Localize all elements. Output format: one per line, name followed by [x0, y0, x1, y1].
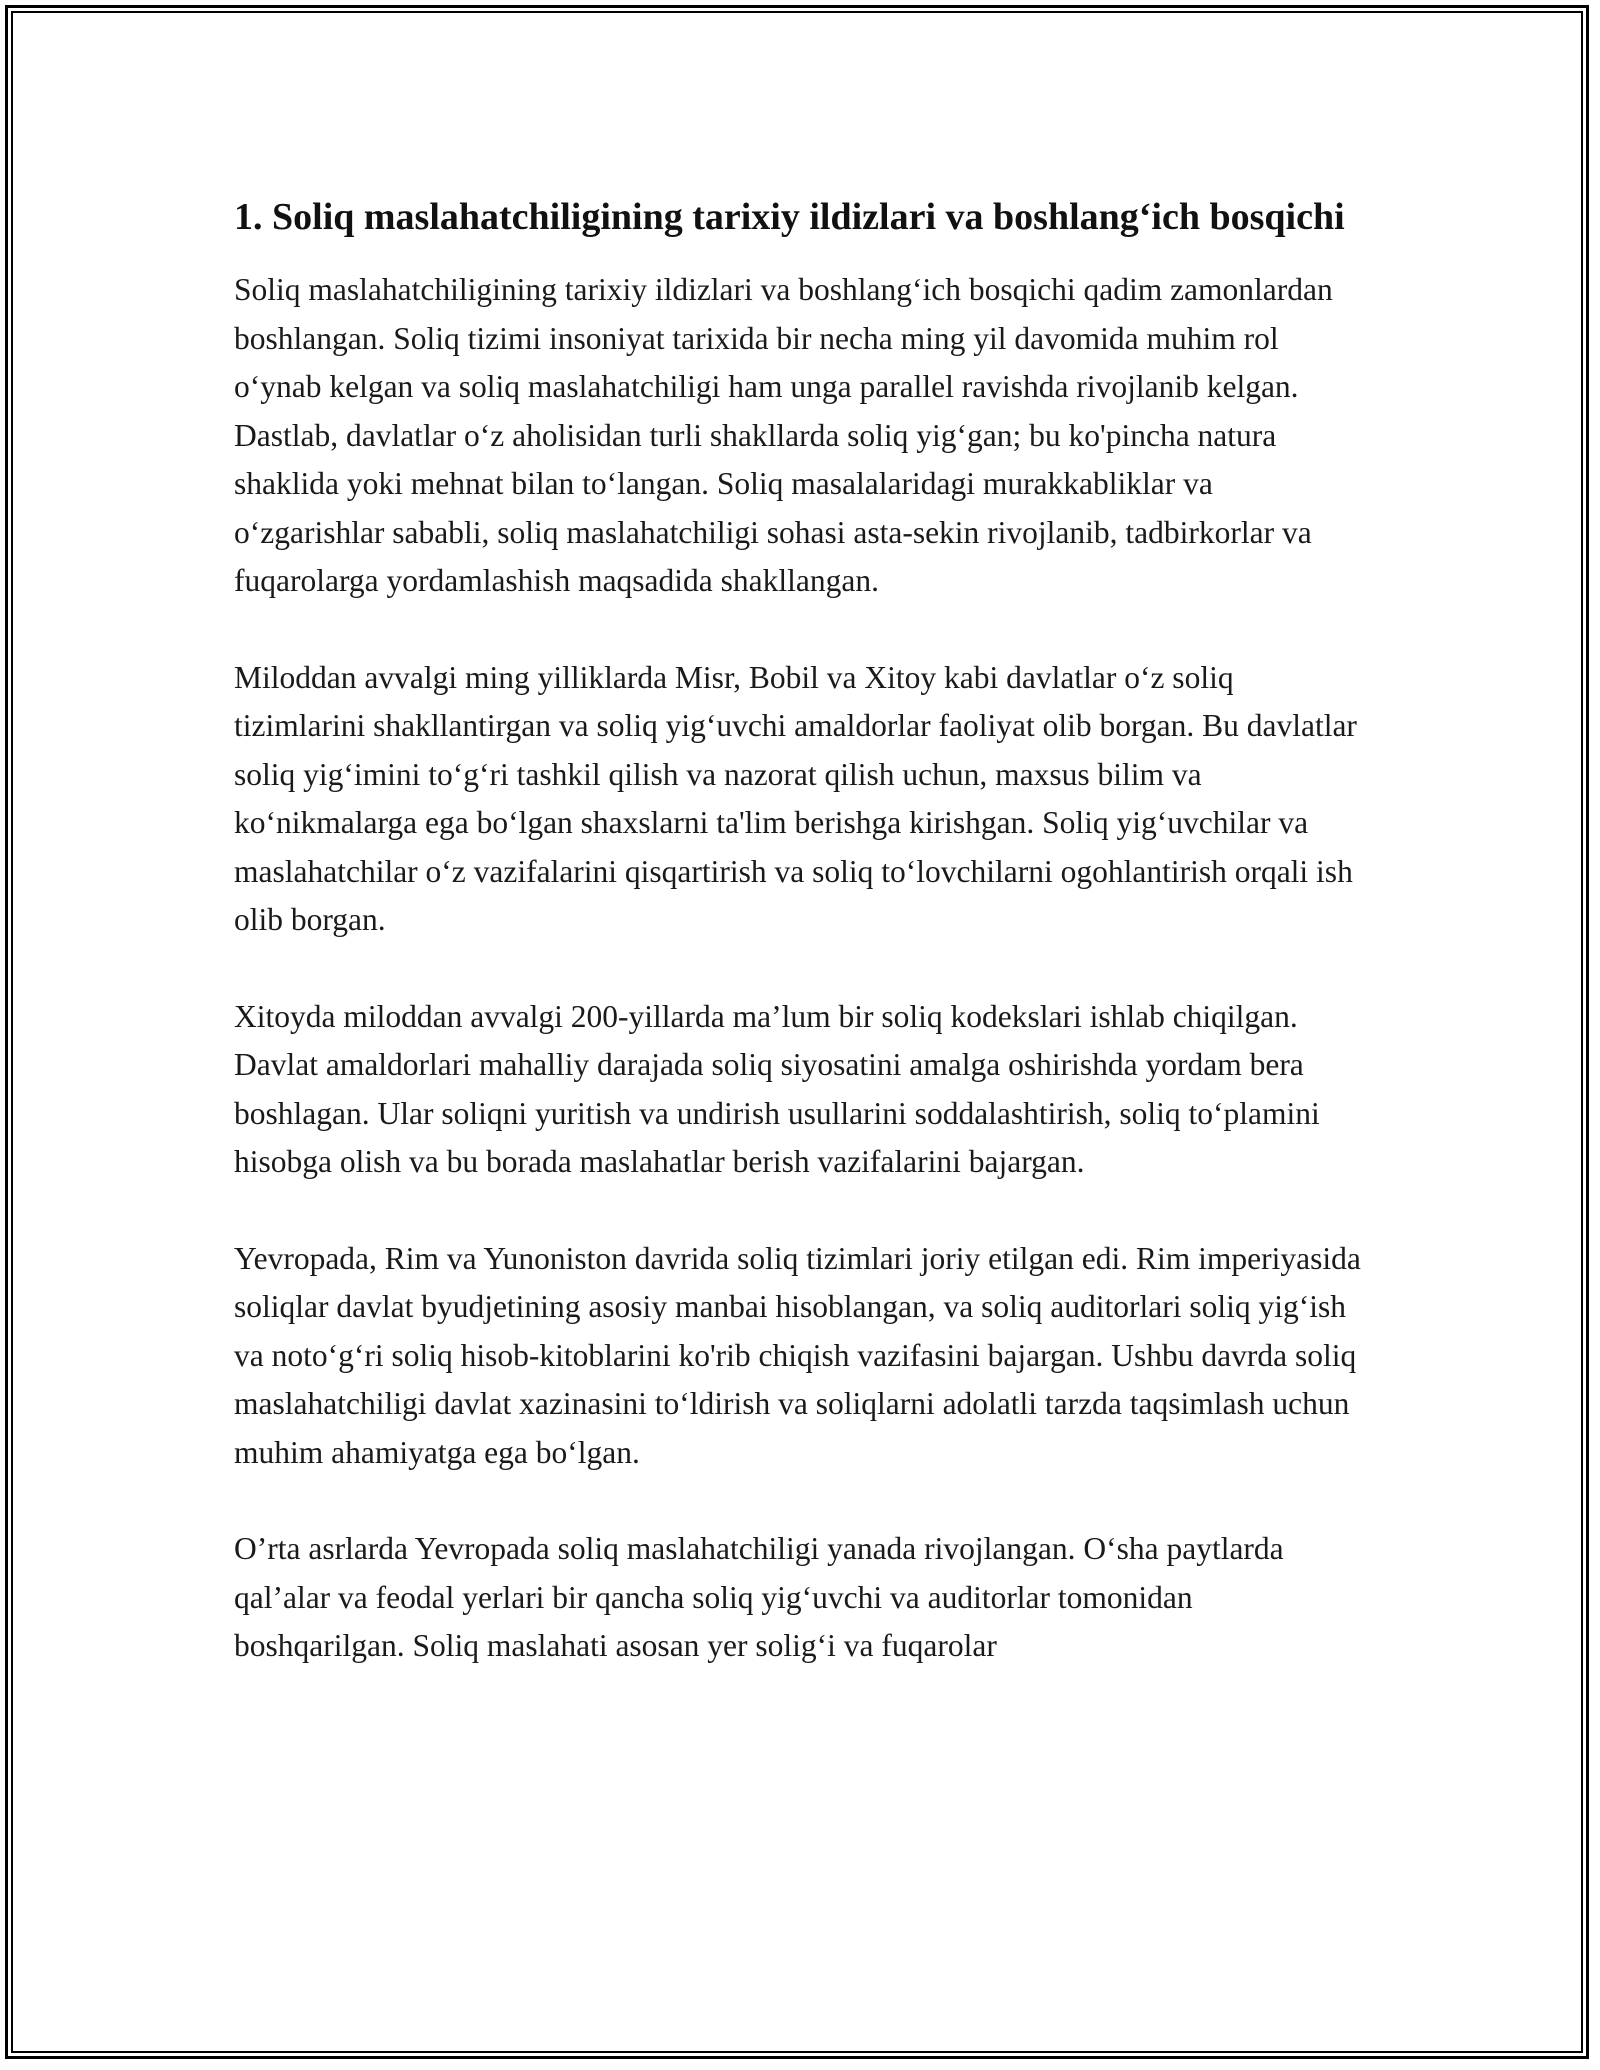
- paragraph-1: Soliq maslahatchiligining tarixiy ildizlari va boshlang‘ich bosqichi qadim zamonlardan boshlangan. Soliq tizimi insoniyat tarixida bir necha ming yil davomida muhim rol o‘ynab kelgan va soliq maslahatchiligi ham unga parallel ravishda rivojlanib kelgan. Dastlab, davlatlar o‘z aholisidan turli shakllarda soliq yig‘gan; bu ko'pincha natura shaklida yoki mehnat bilan to‘langan. Soliq masalalaridagi murakkabliklar va o‘zgarishlar sababli, soliq maslahatchiligi sohasi asta-sekin rivojlanib, tadbirkorlar va fuqarolarga yordamlashish maqsadida shakllangan.: [234, 272, 1333, 598]
- paragraph-2: Miloddan avvalgi ming yilliklarda Misr, Bobil va Xitoy kabi davlatlar o‘z soliq tizimlarini shakllantirgan va soliq yig‘uvchi amaldorlar faoliyat olib borgan. Bu davlatlar soliq yig‘imini to‘g‘ri tashkil qilish va nazorat qilish uchun, maxsus bilim va ko‘nikmalarga ega bo‘lgan shaxslarni ta'lim berishga kirishgan. Soliq yig‘uvchilar va maslahatchilar o‘z vazifalarini qisqartirish va soliq to‘lovchilarni ogohlantirish orqali ish olib borgan.: [234, 659, 1357, 937]
- paragraph-5: O’rta asrlarda Yevropada soliq maslahatchiligi yanada rivojlangan. O‘sha paytlarda qal’alar va feodal yerlari bir qancha soliq yig‘uvchi va auditorlar tomonidan boshqarilgan. Soliq maslahati asosan yer solig‘i va fuqarolar: [234, 1531, 1284, 1663]
- section-heading: 1. Soliq maslahatchiligining tarixiy ildizlari va boshlang‘ich bosqichi: [234, 196, 1345, 238]
- document-body: [234, 190, 1369, 1719]
- paragraph-4: Yevropada, Rim va Yunoniston davrida soliq tizimlari joriy etilgan edi. Rim imperiyasida soliqlar davlat byudjetining asosiy manbai hisoblangan, va soliq auditorlari soliq yig‘ish va noto‘g‘ri soliq hisob-kitoblarini ko'rib chiqish vazifasini bajargan. Ushbu davrda soliq maslahatchiligi davlat xazinasini to‘ldirish va soliqlarni adolatli tarzda taqsimlash uchun muhim ahamiyatga ega bo‘lgan.: [234, 1240, 1361, 1470]
- paragraph-3: Xitoyda miloddan avvalgi 200-yillarda ma’lum bir soliq kodekslari ishlab chiqilgan. Davlat amaldorlari mahalliy darajada soliq siyosatini amalga oshirishda yordam bera boshlagan. Ular soliqni yuritish va undirish usullarini soddalashtirish, soliq to‘plamini hisobga olish va bu borada maslahatlar berish vazifalarini bajargan.: [234, 998, 1320, 1179]
